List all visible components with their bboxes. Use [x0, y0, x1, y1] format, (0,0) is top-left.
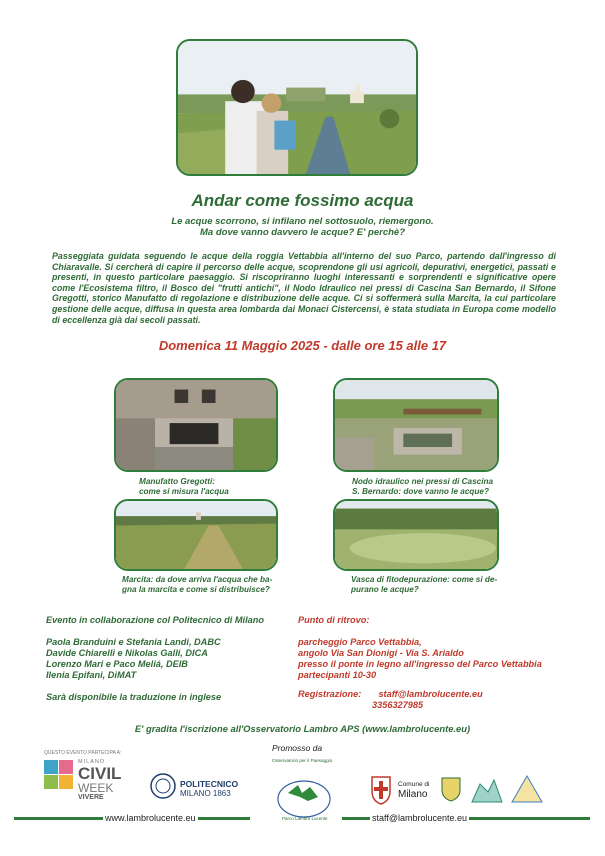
registration-phone: 3356327985	[372, 700, 424, 710]
meeting-line: angolo Via San Dionigi - Via S. Arialdo	[298, 648, 464, 658]
milano-label: Milano	[398, 789, 428, 800]
photo-vasca	[333, 499, 499, 571]
civil-week-milano: MILANO	[78, 759, 106, 765]
translation-note: Sarà disponibile la traduzione in inglese	[46, 692, 222, 702]
caption-line: come si misura l'acqua	[139, 486, 229, 496]
collab-heading: Evento in collaborazione col Politecnico di Milano	[46, 615, 264, 625]
collab-person: Lorenzo Mari e Paco Meliá, DEIB	[46, 659, 188, 669]
caption-nodo-idraulico	[352, 477, 493, 496]
collab-person: Ilenia Epifani, DiMAT	[46, 670, 137, 680]
comune-milano-logo	[368, 773, 438, 805]
caption-line: Marcita: da dove arriva l'acqua che ba-	[122, 575, 273, 584]
photo-nodo-idraulico	[333, 378, 499, 472]
caption-line: gna la marcita e come si distribuisce?	[122, 584, 270, 594]
caption-line: Vasca di fitodepurazione: come si de-	[351, 575, 498, 584]
hero-photo	[176, 39, 418, 176]
milano-coat-of-arms-icon	[368, 773, 394, 805]
photo-gregotti	[114, 378, 278, 472]
intro-paragraph: Passeggiata guidata seguendo le acque della roggia Vettabbia all'interno del suo Parco, partendo dall'ingresso di Chiaravalle. Si cercherà di capire il percorso delle acque, scoprendone gli usi agricoli, depurativi, energetici, passati e presenti, in questo particolare paesaggio. Si riscopriranno luoghi interessanti e sorprendenti e significative opere come l'Ecosistema filtro, il Bosco dei "frutti antichi", il Nodo Idraulico nei pressi di Cascina San Bernardo, il Sifone Gregotti, storico Manufatto di regolazione e distribuzione delle acque. Ci si soffermerà sulla Marcita, la cui particolare gestione delle acque, diffusa in questa area lombarda dai Monaci Cistercensi, è stata studiata in Europa come modello di eccellenza già dai secoli passati.	[52, 251, 556, 325]
subtitle-line: Le acque scorrono, si infilano nel sottosuolo, riemergono.	[171, 216, 434, 227]
meeting-heading: Punto di ritrovo:	[298, 615, 370, 625]
membership-note: E' gradita l'iscrizione all'Osservatorio Lambro APS (www.lambrolucente.eu)	[134, 723, 471, 734]
collab-section	[46, 615, 286, 703]
footer-website[interactable]: www.lambrolucente.eu	[105, 813, 196, 823]
collab-person: Paola Branduini e Stefania Landi, DABC	[46, 637, 221, 647]
collab-person: Davide Chiarelli e Nikolas Galli, DICA	[46, 648, 208, 658]
politecnico-seal-icon	[150, 773, 176, 799]
civil-week-civil: CIVIL	[78, 764, 122, 783]
subtitle-line: Ma dove vanno davvero le acque? E' perchè?	[200, 227, 405, 238]
promoter-logo	[262, 743, 346, 831]
parco-label: Parco Lambro Lucente	[282, 816, 328, 821]
caption-vasca	[351, 575, 497, 594]
civil-week-logo	[44, 750, 139, 810]
politecnico-name: POLITECNICO	[180, 779, 239, 789]
caption-gregotti	[139, 477, 229, 496]
osservatorio-label: Osservatorio per il Paesaggio	[272, 758, 333, 763]
meeting-line: parcheggio Parco Vettabbia,	[298, 637, 422, 647]
civil-week-week: WEEK	[78, 781, 114, 795]
caption-line: S. Bernardo: dove vanno le acque?	[352, 486, 489, 496]
politecnico-city: MILANO 1863	[180, 789, 231, 798]
municipio-coat-of-arms-icon	[440, 776, 462, 802]
event-date: Domenica 11 Maggio 2025 - dalle ore 15 alle 17	[158, 338, 447, 353]
photo-marcita	[114, 499, 278, 571]
footer-email[interactable]: staff@lambrolucente.eu	[372, 813, 468, 823]
meeting-section	[298, 615, 568, 711]
comune-label: Comune di	[398, 781, 430, 788]
puzzle-icon	[44, 760, 74, 790]
caption-line: Manufatto Gregotti:	[139, 477, 215, 486]
municipio-4-logo-icon	[470, 774, 504, 804]
caption-line: purano le acque?	[351, 584, 419, 594]
registration-label: Registrazione:	[298, 689, 362, 699]
civil-week-caption: QUESTO EVENTO PARTECIPA A:	[44, 750, 122, 756]
politecnico-logo	[150, 773, 245, 801]
municipio-5-logo-icon	[510, 774, 544, 804]
meeting-line: partecipanti 10-30	[298, 670, 377, 680]
civil-week-vivere: VIVERE	[78, 794, 104, 801]
page-title: Andar come fossimo acqua	[191, 191, 414, 210]
registration-email[interactable]: staff@lambrolucente.eu	[378, 689, 483, 699]
subtitle	[0, 216, 605, 238]
registration-row	[298, 689, 568, 700]
meeting-line: presso il ponte in legno all'ingresso del Parco Vettabbia	[298, 659, 542, 669]
promoted-by-label: Promosso da	[272, 743, 323, 753]
caption-line: Nodo idraulico nei pressi di Cascina	[352, 477, 494, 486]
caption-marcita	[122, 575, 272, 594]
